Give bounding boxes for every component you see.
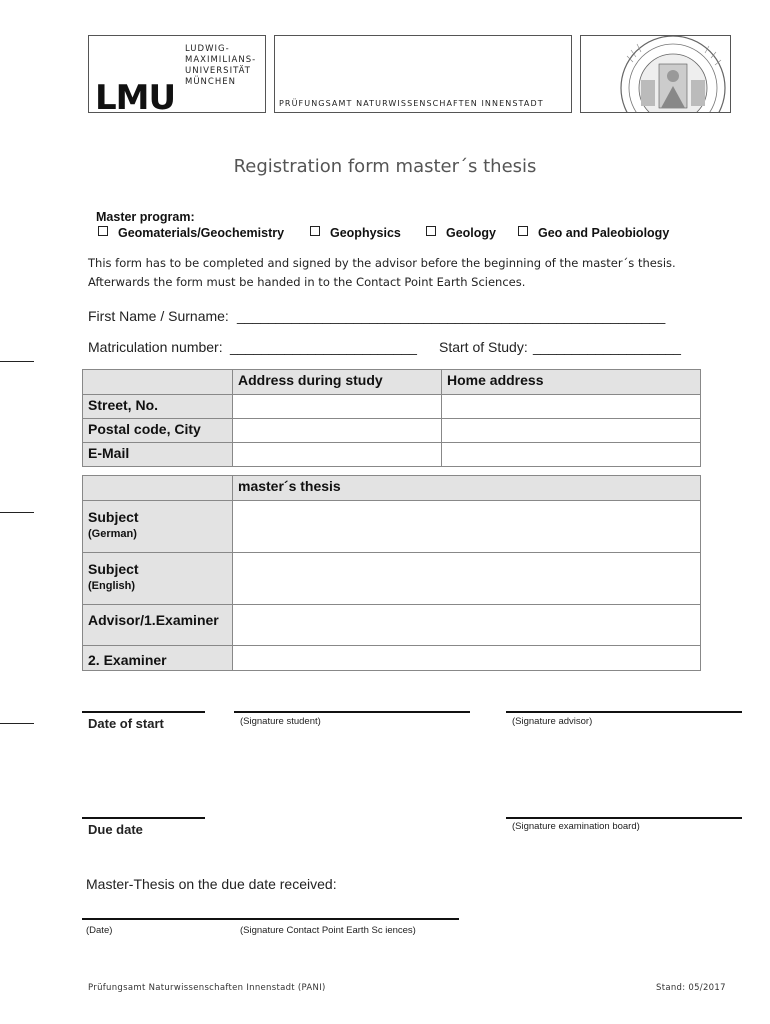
subject-german-cell[interactable] — [233, 501, 701, 553]
email-study-cell[interactable] — [233, 443, 442, 467]
office-name: PRÜFUNGSAMT NATURWISSENSCHAFTEN INNENSTADT — [279, 99, 544, 108]
option-geo-paleobiology: Geo and Paleobiology — [538, 226, 670, 240]
option-geology: Geology — [446, 226, 497, 240]
row-label-second-examiner: 2. Examiner — [83, 646, 233, 671]
receipt-label: Master-Thesis on the due date received: — [86, 876, 337, 892]
checkbox-geo-paleobiology[interactable] — [518, 226, 528, 236]
thesis-table — [82, 475, 701, 671]
start-of-study-label: Start of Study: — [439, 339, 528, 355]
instruction-line-2: Afterwards the form must be handed in to the Contact Point Earth Sciences. — [88, 275, 526, 289]
receipt-line — [82, 918, 459, 920]
row-label-street: Street, No. — [83, 395, 233, 419]
punch-mark — [0, 723, 34, 724]
row-label-postal: Postal code, City — [83, 419, 233, 443]
instruction-line-1: This form has to be completed and signed by the advisor before the beginning of the master´s thesis. — [88, 256, 676, 270]
row-label-email: E-Mail — [83, 443, 233, 467]
option-geomaterials: Geomaterials/Geochemistry — [118, 226, 285, 240]
email-home-cell[interactable] — [442, 443, 701, 467]
receipt-date-label: (Date) — [86, 925, 113, 936]
subject-english-cell[interactable] — [233, 553, 701, 605]
subject-label: Subject — [88, 509, 139, 525]
seal-box — [580, 35, 731, 113]
due-date-label: Due date — [88, 822, 143, 837]
lmu-logo: LMU — [95, 78, 176, 118]
signature-student-line — [234, 711, 470, 713]
matriculation-input-line[interactable]: ________________________ — [230, 339, 417, 355]
street-home-cell[interactable] — [442, 395, 701, 419]
footer-office: Prüfungsamt Naturwissenschaften Innenstadt (PANI) — [88, 983, 326, 993]
signature-board-label: (Signature examination board) — [512, 821, 640, 832]
university-seal-icon — [581, 36, 731, 113]
checkbox-geophysics[interactable] — [310, 226, 320, 236]
punch-mark — [0, 512, 34, 513]
row-label-advisor: Advisor/1.Examiner — [83, 605, 233, 646]
checkbox-geomaterials[interactable] — [98, 226, 108, 236]
street-study-cell[interactable] — [233, 395, 442, 419]
thesis-header: master´s thesis — [233, 476, 701, 501]
signature-advisor-label: (Signature advisor) — [512, 716, 593, 727]
row-label-subject-english — [83, 553, 233, 605]
name-label: First Name / Surname: — [88, 308, 229, 324]
punch-mark — [0, 361, 34, 362]
address-header-home: Home address — [442, 370, 701, 395]
subject-language-german: (German) — [88, 528, 137, 540]
date-of-start-line — [82, 711, 205, 713]
receipt-signature-label: (Signature Contact Point Earth Sc iences) — [240, 925, 416, 936]
advisor-cell[interactable] — [233, 605, 701, 646]
signature-advisor-line — [506, 711, 742, 713]
postal-home-cell[interactable] — [442, 419, 701, 443]
address-header-empty — [83, 370, 233, 395]
address-header-study: Address during study — [233, 370, 442, 395]
due-date-line — [82, 817, 205, 819]
date-of-start-label: Date of start — [88, 716, 164, 731]
postal-study-cell[interactable] — [233, 419, 442, 443]
checkbox-geology[interactable] — [426, 226, 436, 236]
address-table — [82, 369, 701, 467]
row-label-subject-german — [83, 501, 233, 553]
university-name: LUDWIG- MAXIMILIANS- UNIVERSITÄT MÜNCHEN — [185, 44, 257, 87]
footer-version: Stand: 05/2017 — [656, 983, 726, 993]
matriculation-label: Matriculation number: — [88, 339, 223, 355]
second-examiner-cell[interactable] — [233, 646, 701, 671]
subject-language-english: (English) — [88, 580, 136, 592]
program-label: Master program: — [96, 210, 195, 224]
thesis-header-empty — [83, 476, 233, 501]
page-title: Registration form master´s thesis — [233, 156, 537, 177]
lmu-logo-box — [88, 35, 266, 118]
start-of-study-input-line[interactable]: ___________________ — [533, 339, 681, 355]
signature-board-line — [506, 817, 742, 819]
subject-label: Subject — [88, 561, 139, 577]
office-box — [274, 35, 572, 113]
name-input-line[interactable]: _______________________________________________________ — [237, 308, 666, 324]
signature-student-label: (Signature student) — [240, 716, 321, 727]
option-geophysics: Geophysics — [330, 226, 401, 240]
